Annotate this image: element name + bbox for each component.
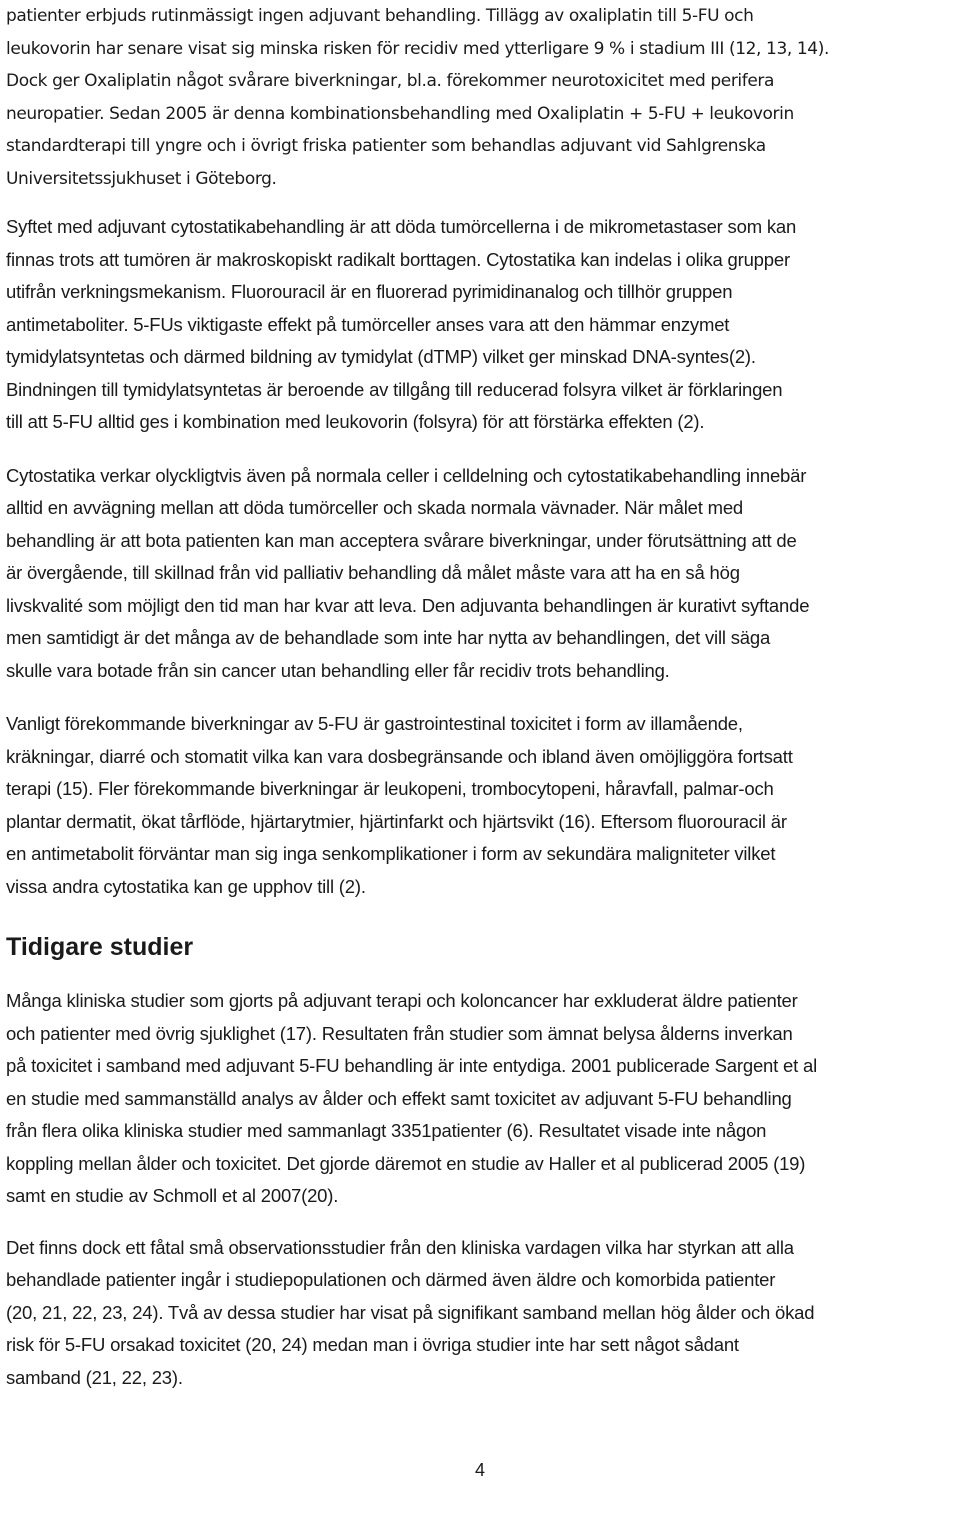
paragraph-side-effect-balance: Cytostatika verkar olyckligtvis även på normala celler i celldelning och cytostatikabehandling innebär alltid en avvägning mellan att döda tumörceller och skada normala vävnader. När målet med behandling är att bota patienten kan man acceptera svårare biverkningar, under förutsättning att de är övergående, till skillnad från vid palliativ behandling då målet måste vara att ha en så hög livskvalité som möjligt den tid man har kvar att leva. Den adjuvanta behandlingen är kurativt syftande men samtidigt är det många av de behandlade som inte har nytta av behandlingen, det vill säga skulle vara botade från sin cancer utan behandling eller får recidiv trots behandling. bbox=[6, 464, 810, 681]
page-number: 4 bbox=[474, 1460, 485, 1480]
paragraph-observational-studies: Det finns dock ett fåtal små observationsstudier från den kliniska vardagen vilka har styrkan att alla behandlade patienter ingår i studiepopulationen och därmed även äldre och komorbida patienter (20, 21, 22, 23, 24). Två av dessa studier har visat på signifikant samband mellan hög ålder och ökad risk för 5-FU orsakad toxicitet (20, 24) medan man i övriga studier inte har sett något sådant samband (21, 22, 23). bbox=[6, 1236, 815, 1388]
document-page bbox=[6, 0, 956, 1394]
paragraph-previous-studies: Många kliniska studier som gjorts på adjuvant terapi och koloncancer har exkluderat äldre patienter och patienter med övrig sjuklighet (17). Resultaten från studier som ämnat belysa ålderns inverkan på toxicitet i samband med adjuvant 5-FU behandling är inte entydiga. 2001 publicerade Sargent et al en studie med sammanställd analys av ålder och effekt samt toxicitet av adjuvant 5-FU behandling från flera olika kliniska studier med sammanlagt 3351patienter (6). Resultatet visade inte någon koppling mellan ålder och toxicitet. Det gjorde däremot en studie av Haller et al publicerad 2005 (19) samt en studie av Schmoll et al 2007(20). bbox=[6, 990, 817, 1206]
paragraph-adjuvant-treatment: patienter erbjuds rutinmässigt ingen adjuvant behandling. Tillägg av oxaliplatin till 5-FU och leukovorin har senare visat sig minska risken för recidiv med ytterligare 9 % i stadium III (12, 13, 14). Dock ger Oxaliplatin något svårare biverkningar, bl.a. förekommer neurotoxicitet med perifera neuropatier. Sedan 2005 är denna kombinationsbehandling med Oxaliplatin + 5-FU + leukovorin standardterapi till yngre och i övrigt friska patienter som behandlas adjuvant vid Sahlgrenska Universitetssjukhuset i Göteborg. bbox=[6, 6, 829, 189]
paragraph-cytostatic-purpose: Syftet med adjuvant cytostatikabehandling är att döda tumörcellerna i de mikrometastaser som kan finnas trots att tumören är makroskopiskt radikalt borttagen. Cytostatika kan indelas i olika grupper utifrån verkningsmekanism. Fluorouracil är en fluorerad pyrimidinanalog och tillhör gruppen antimetaboliter. 5-FUs viktigaste effekt på tumörceller anses vara att den hämmar enzymet tymidylatsyntetas och därmed bildning av tymidylat (dTMP) vilket ger minskad DNA-syntes(2). Bindningen till tymidylatsyntetas är beroende av tillgång till reducerad folsyra vilket är förklaringen till att 5-FU alltid ges i kombination med leukovorin (folsyra) för att förstärka effekten (2). bbox=[6, 216, 797, 432]
paragraph-common-side-effects: Vanligt förekommande biverkningar av 5-FU är gastrointestinal toxicitet i form av illamående, kräkningar, diarré och stomatit vilka kan vara dosbegränsande och ibland även omöjliggöra fortsatt terapi (15). Fler förekommande biverkningar är leukopeni, trombocytopeni, håravfall, palmar-och plantar dermatit, ökat tårflöde, hjärtarytmier, hjärtinfarkt och hjärtsvikt (16). Eftersom fluorouracil är en antimetabolit förväntar man sig inga senkomplikationer i form av sekundära maligniteter vilket vissa andra cytostatika kan ge upphov till (2). bbox=[6, 713, 793, 897]
section-heading: Tidigare studier bbox=[6, 933, 194, 961]
